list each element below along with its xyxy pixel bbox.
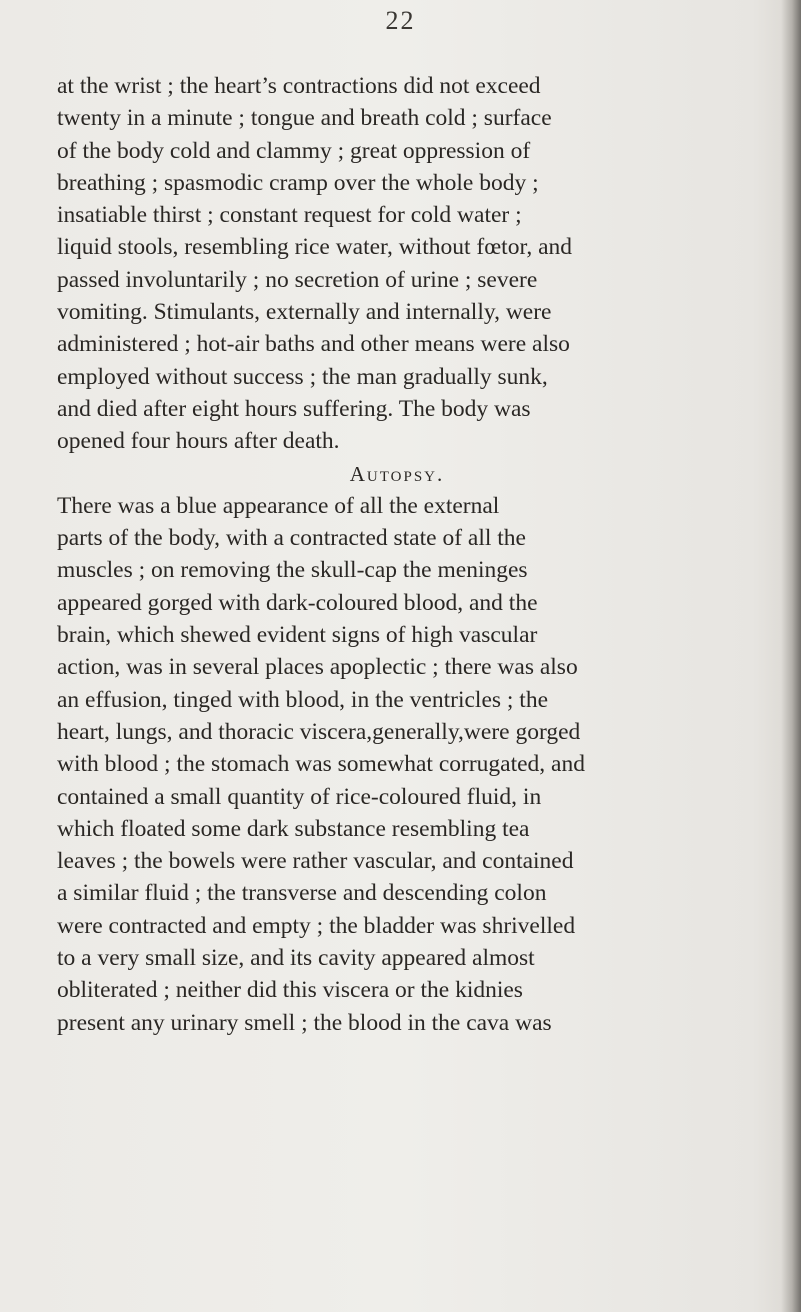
text-line: opened four hours after death. [57, 428, 340, 455]
text-line: twenty in a minute ; tongue and breath cold ; surface [57, 105, 552, 132]
text-line: were contracted and empty ; the bladder was shrivelled [57, 912, 576, 939]
text-line: insatiable thirst ; constant request for cold water ; [57, 202, 522, 229]
section-heading: Autopsy. [349, 461, 445, 486]
top-spacer [57, 22, 787, 70]
text-line: present any urinary smell ; the blood in the cava was [57, 1009, 552, 1036]
text-line: to a very small size, and its cavity appeared almost [57, 945, 535, 972]
text-line: of the body cold and clammy ; great oppression of [57, 137, 531, 164]
text-line: muscles ; on removing the skull-cap the meninges [57, 557, 528, 584]
text-line: obliterated ; neither did this viscera or the kidnies [57, 977, 523, 1004]
text-line: action, was in several places apoplectic ; there was also [57, 654, 578, 681]
text-line: vomiting. Stimulants, externally and internally, were [57, 299, 552, 326]
text-line: appeared gorged with dark-coloured blood, and the [57, 589, 538, 616]
text-line: There was a blue appearance of all the external [57, 492, 500, 519]
text-line: a similar fluid ; the transverse and descending colon [57, 880, 547, 907]
text-line: heart, lungs, and thoracic viscera,generally,were gorged [57, 718, 581, 745]
text-line: and died after eight hours suffering. The body was [57, 395, 531, 422]
text-line: breathing ; spasmodic cramp over the whole body ; [57, 169, 539, 196]
text-line: which floated some dark substance resembling tea [57, 815, 530, 842]
text-line: at the wrist ; the heart’s contractions did not exceed [57, 73, 541, 99]
text-line: leaves ; the bowels were rather vascular, and contained [57, 848, 574, 875]
text-line: parts of the body, with a contracted state of all the [57, 525, 526, 552]
text-line: administered ; hot-air baths and other means were also [57, 331, 570, 358]
text-line: passed involuntarily ; no secretion of urine ; severe [57, 266, 538, 293]
body-text [57, 22, 787, 1039]
text-line: contained a small quantity of rice-coloured fluid, in [57, 783, 542, 810]
page-number: 22 [385, 6, 416, 35]
text-line: employed without success ; the man gradually sunk, [57, 363, 548, 390]
text-line: with blood ; the stomach was somewhat corrugated, and [57, 751, 585, 778]
text-line: liquid stools, resembling rice water, without fœtor, and [57, 234, 573, 261]
text-line: brain, which shewed evident signs of high vascular [57, 622, 538, 649]
text-line: an effusion, tinged with blood, in the ventricles ; the [57, 686, 549, 713]
